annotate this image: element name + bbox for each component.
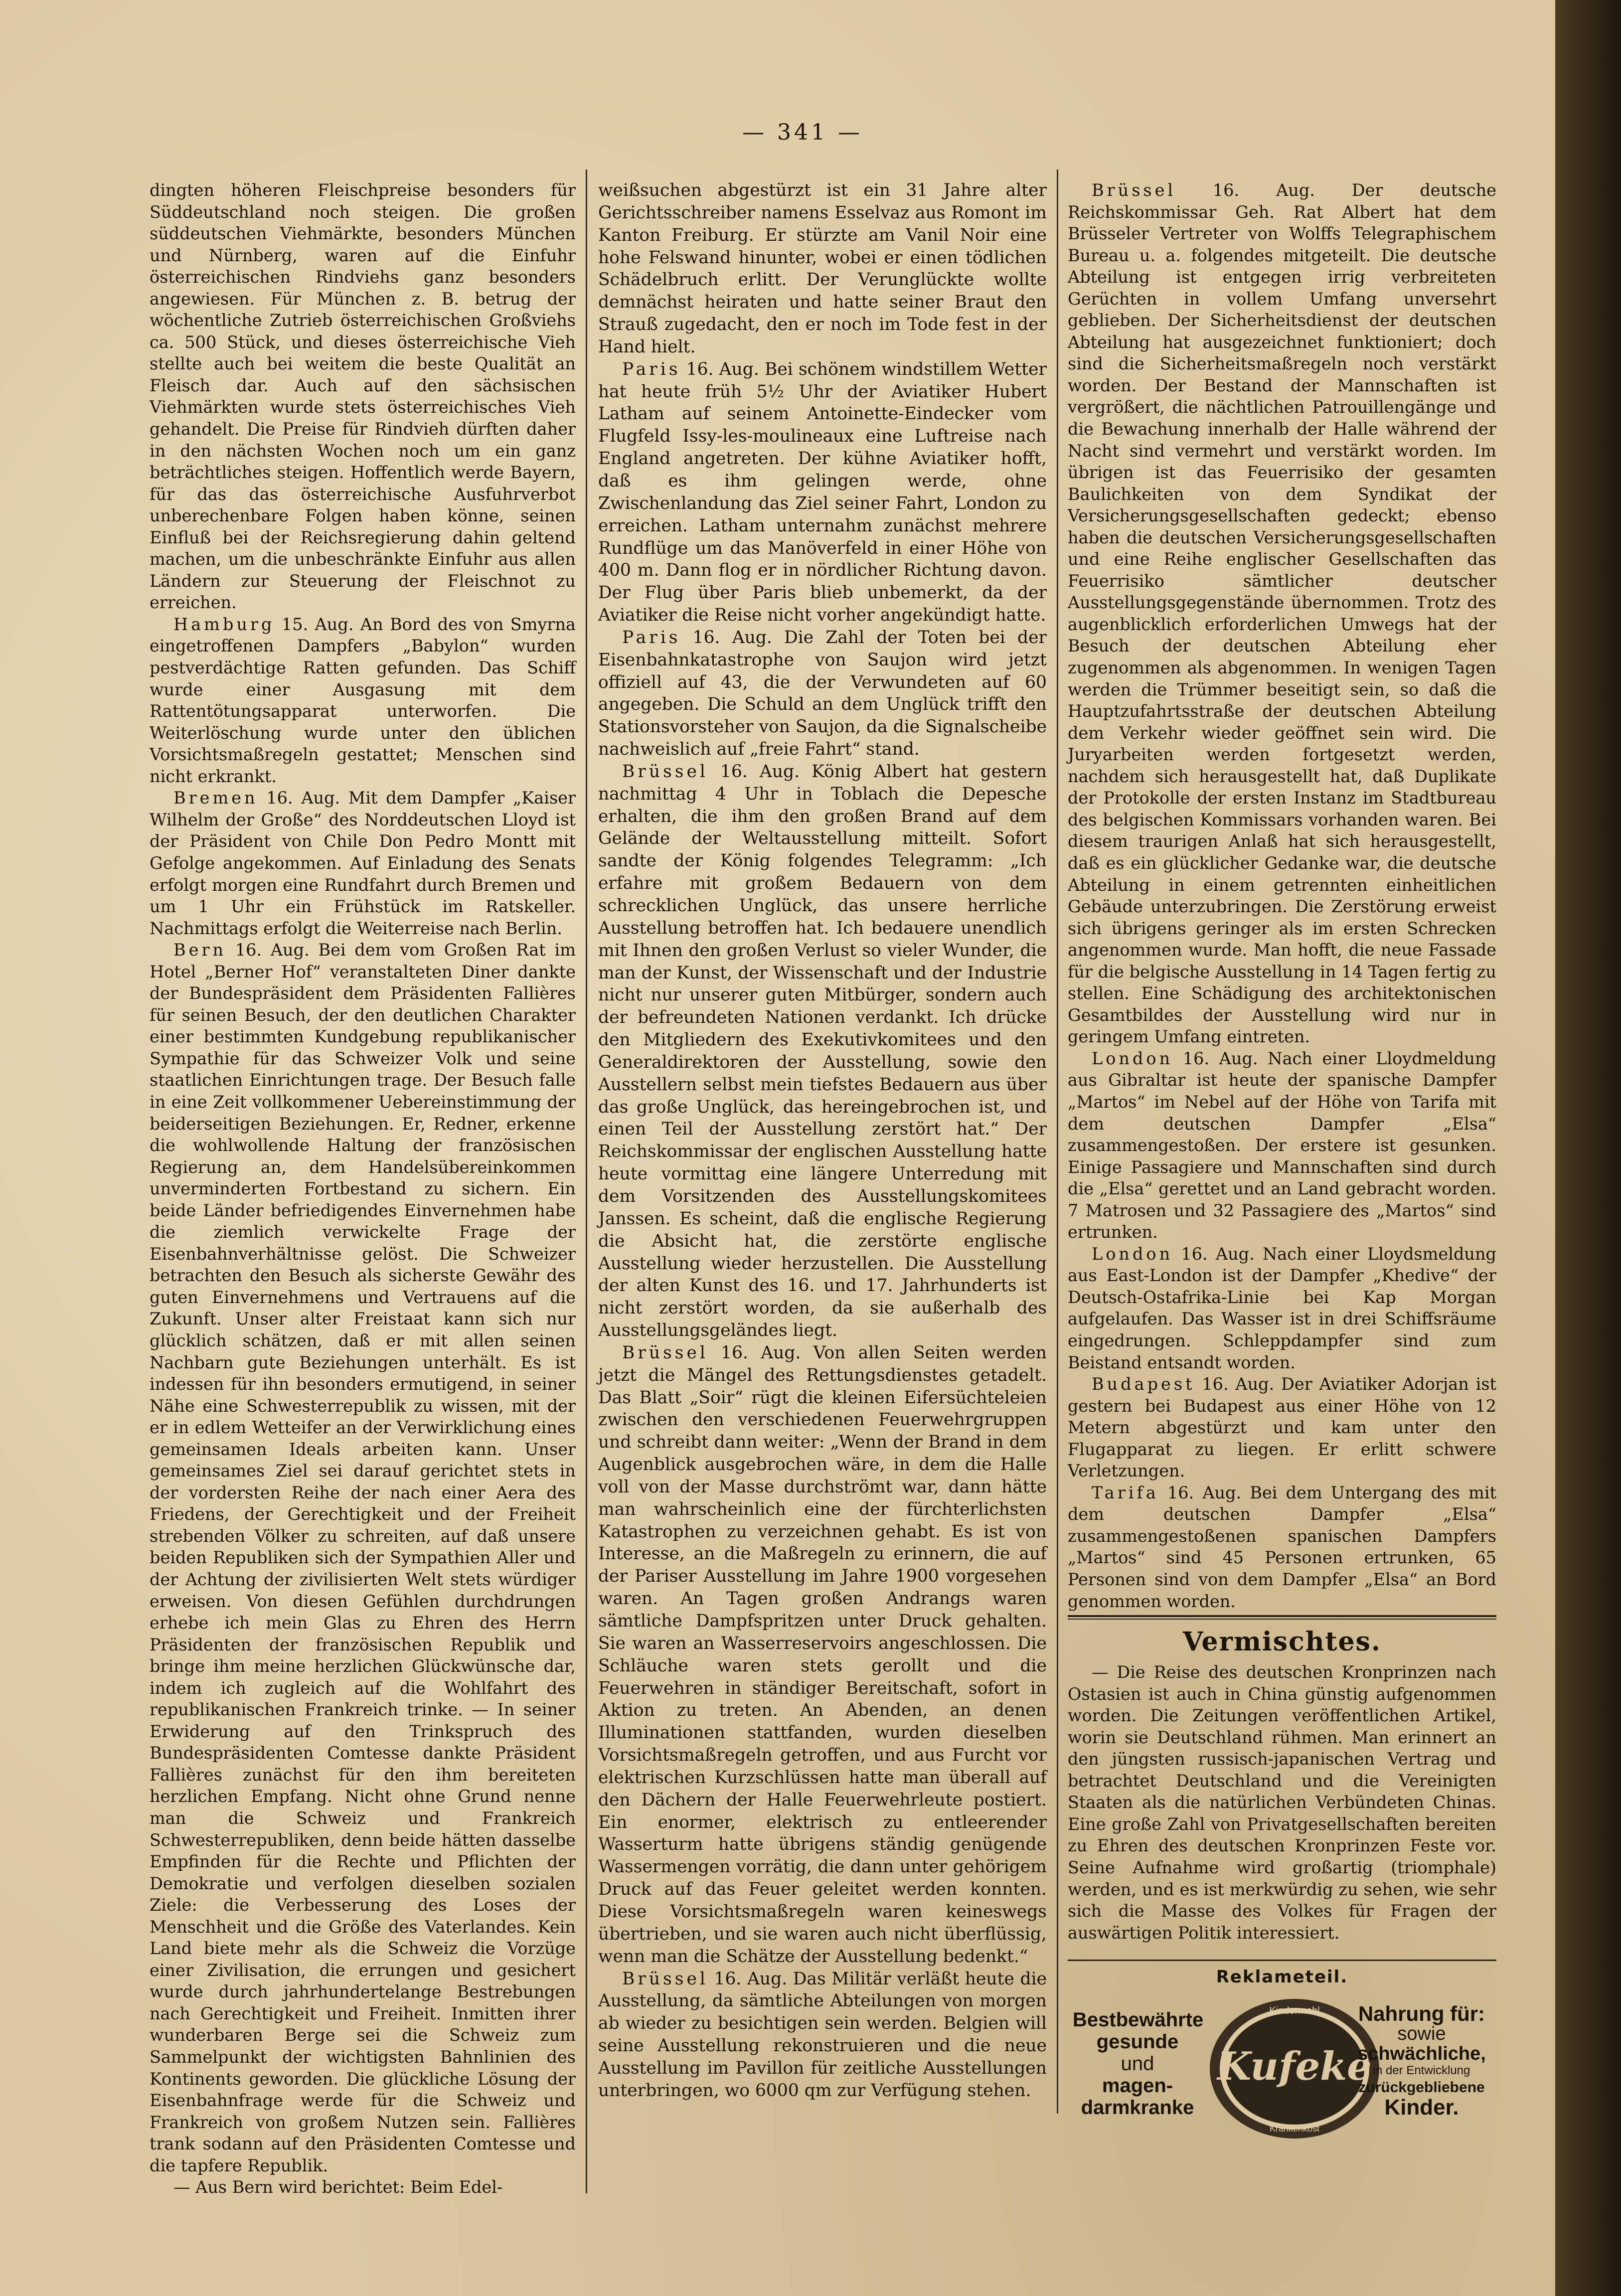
article-paragraph (150, 939, 576, 2176)
article-paragraph (598, 1342, 1047, 1968)
book-spine (1555, 0, 1621, 2296)
article-text: 16. Aug. Von allen Seiten werden jetzt die Mängel des Rettungsdienstes getadelt. Das Blatt „Soir“ rügt die kleinen Eifersüchteleien zwischen den verschiedenen Feuerwehrgruppen und schreibt dann weiter: „Wenn der Brand in dem Augenblick ausgebrochen wäre, in dem die Halle voll von der Masse durchströmt war, dann hätte man wahrscheinlich eine der fürchterlichsten Katastrophen zu verzeichnen gehabt. Es ist von Interesse, an die Maßregeln zu erinnern, die auf der Pariser Ausstellung im Jahre 1900 vorgesehen waren. An Tagen großen Andrangs waren sämtliche Dampfspritzen unter Druck gehalten. Sie waren an Wasserreservoirs angeschlossen. Die Schläuche waren stets gerollt und die Feuerwehren in ständiger Bereitschaft, sofort in Aktion zu treten. An Abenden, an denen Illuminationen stattfanden, wurden dieselben Vorsichtsmaßregeln getroffen, und aus Furcht vor elektrischen Kurzschlüssen hatte man überall auf den Dächern der Halle Feuerwehrleute postiert. Ein enormer, elektrisch zu entleerender Wasserturm hatte übrigens ständig genügende Wassermengen vorrätig, die dann unter gehörigem Druck auf das Feuer geleitet werden konnten. Diese Vorsichtsmaßregeln waren keineswegs übertrieben, und sie waren auch nicht überflüssig, wenn man die Schätze der Ausstellung bedenkt.“ (598, 1342, 1047, 1967)
advert-divider (1068, 1960, 1496, 1961)
advert-right-last: Kinder. (1384, 2095, 1459, 2120)
advertisement (1068, 1954, 1496, 2153)
article-text: 16. Aug. Die Zahl der Toten bei der Eisenbahnkatastrophe von Saujon wird jetzt offiziell auf 43, die der Verwundeten auf 60 angegeben. Die Schuld an dem Unglück trifft den Stationsvorsteher von Saujon, da die Signalscheibe nachweislich auf „freie Fahrt“ stand. (598, 627, 1047, 760)
article-text: 16. Aug. Nach einer Lloydsmeldung aus East-London ist der Dampfer „Khedive“ der Deutsch-Ostafrika-Linie bei Kap Morgan aufgelaufen. Das Wasser ist in drei Schiffsräume eingedrungen. Schleppdampfer sind zum Beistand entsandt worden. (1068, 1244, 1496, 1372)
page-number: — 341 — (742, 120, 863, 145)
article-text: 16. Aug. Bei dem Untergang des mit dem deutschen Dampfer „Elsa“ zusammengestoßenen spanischen Dampfers „Martos“ sind 45 Personen ertrunken, 65 Personen sind von dem Dampfer „Elsa“ an Bord genommen worden. (1068, 1482, 1496, 1611)
dateline-place: Brüssel (622, 1968, 708, 1989)
advert-left-line: magen- (1102, 2075, 1173, 2097)
dateline-place: Budapest (1092, 1374, 1195, 1394)
dateline-place: Tarifa (1092, 1482, 1159, 1502)
article-paragraph (150, 179, 576, 614)
advert-right-text (1347, 2004, 1496, 2118)
advert-left-text (1073, 2009, 1202, 2119)
dateline-place: London (1092, 1048, 1173, 1068)
advert-right-line: schwächliche, (1357, 2043, 1486, 2064)
article-paragraph (598, 761, 1047, 1342)
column-1 (150, 179, 576, 2198)
article-paragraph (1068, 1373, 1496, 1482)
article-paragraph (1068, 1482, 1496, 1612)
dateline-place: Brüssel (1092, 180, 1176, 200)
article-paragraph (150, 787, 576, 939)
article-text: — Aus Bern wird berichtet: Beim Edel- (173, 2177, 503, 2197)
article-text: 16. Aug. Mit dem Dampfer „Kaiser Wilhelm der Große“ des Norddeutschen Lloyd ist der Präsident von Chile Don Pedro Montt mit Gefolge angekommen. Auf Einladung des Senats erfolgt morgen eine Rundfahrt durch Bremen und um 1 Uhr ein Frühstück im Ratskeller. Nachmittags erfolgt die Weiterreise nach Berlin. (150, 788, 576, 938)
article-text: 15. Aug. An Bord des von Smyrna eingetroffenen Dampfers „Babylon“ wurden pestverdächtige Ratten gefunden. Das Schiff wurde einer Ausgasung mit dem Rattentötungsapparat unterworfen. Die Weiterlöschung wurde unter den üblichen Vorsichtsmaßregeln gestattet; Menschen sind nicht erkrankt. (150, 614, 576, 786)
dateline-place: Paris (622, 359, 681, 379)
column-2 (598, 179, 1047, 2102)
brand-name: Kufeke (1217, 2044, 1372, 2089)
article-paragraph (598, 358, 1047, 627)
article-text: 16. Aug. Der Aviatiker Adorjan ist gestern bei Budapest aus einer Höhe von 12 Metern abgestürzt und kam unter den Flugapparat zu liegen. Er erlitt schwere Verletzungen. (1068, 1374, 1496, 1481)
article-paragraph (1068, 179, 1496, 1048)
advert-left-line: darmkranke (1081, 2097, 1194, 2119)
article-paragraph (1068, 1243, 1496, 1373)
article-text: 16. Aug. Das Militär verläßt heute die Ausstellung, da sämtliche Abteilungen von morgen ab wieder zu besichtigen sein werden. Belgien will seine Ausstellung rekonstruieren und die neue Ausstellung im Pavillon für zeitliche Ausstellungen unterbringen, wo 6000 qm zur Verfügung stehen. (598, 1968, 1047, 2101)
article-text: dingten höheren Fleischpreise besonders für Süddeutschland noch steigen. Die großen süddeutschen Viehmärkte, besonders München und Nürnberg, waren auf die Einfuhr österreichischen Rindviehs ganz besonders angewiesen. Für München z. B. betrug der wöchentliche Zutrieb österreichischen Großviehs ca. 500 Stück, und dieses österreichische Vieh stellte auch bei weitem die beste Qualität an Fleisch dar. Auch auf den sächsischen Viehmärkten wurde stets österreichisches Vieh gehandelt. Die Preise für Rindvieh dürften daher in den nächsten Wochen noch um ein ganz beträchtliches steigen. Hoffentlich werde Bayern, für das das österreichische Ausfuhrverbot unberechenbare Folgen haben könne, seinen Einfluß bei der Reichsregierung dahin geltend machen, um die unbeschränkte Einfuhr aus allen Ländern zur Steuerung der Fleischnot zu erreichen. (150, 180, 576, 613)
column-3 (1068, 179, 1496, 1944)
dateline-place: London (1092, 1244, 1173, 1264)
article-text: 16. Aug. Nach einer Lloydmeldung aus Gibraltar ist heute der spanische Dampfer „Martos“ im Nebel auf der Höhe von Tarifa mit dem deutschen Dampfer „Elsa“ zusammengestoßen. Der erstere ist gesunken. Einige Passagiere und Mannschaften sind durch die „Elsa“ gerettet und an Land gebracht worden. 7 Matrosen und 32 Passagiere des „Martos“ sind ertrunken. (1068, 1048, 1496, 1242)
article-paragraph (1068, 1048, 1496, 1243)
advert-section-title: Reklameteil. (1216, 1967, 1348, 1987)
advert-left-line: und (1121, 2053, 1154, 2075)
brand-bottom-label: Krankenkost (1269, 2124, 1320, 2133)
section-heading: Vermischtes. (1182, 1627, 1382, 1657)
article-text: — Die Reise des deutschen Kronprinzen nach Ostasien ist auch in China günstig aufgenommen worden. Die Zeitungen veröffentlichen Artikel, worin sie Deutschland rühmen. Man erinnert an den jüngsten russisch-japanischen Vertrag und betrachtet Deutschland und die Vereinigten Staaten als die natürlichen Verbündeten Chinas. Eine große Zahl von Privatgesellschaften bereiten zu Ehren des deutschen Kronprinzen Feste vor. Seine Aufnahme wird großartig (triomphale) werden, und es ist merkwürdig zu sehen, wie sehr sich die Masse des Volkes für Fragen der auswärtigen Politik interessiert. (1068, 1662, 1496, 1943)
article-paragraph (150, 614, 576, 787)
section-divider (1068, 1615, 1496, 1620)
dateline-place: Bremen (173, 788, 258, 808)
column-rule-left (586, 169, 587, 2193)
dateline-place: Bern (173, 940, 227, 960)
kufeke-advert (1068, 1994, 1496, 2153)
article-paragraph (598, 627, 1047, 761)
article-paragraph (598, 179, 1047, 358)
article-paragraph (150, 2176, 576, 2198)
advert-left-line: gesunde (1096, 2031, 1179, 2053)
advert-left-line: Bestbewährte (1073, 2009, 1204, 2031)
article-text: 16. Aug. Der deutsche Reichskommissar Geh. Rat Albert hat dem Brüsseler Vertreter von Wolffs Telegraphischem Bureau u. a. folgendes mitgeteilt. Die deutsche Abteilung ist entgegen irrig verbreiteten Gerüchten in vollem Umfang unversehrt geblieben. Der Sicherheitsdienst der deutschen Abteilung hat ausgezeichnet funktioniert; doch sind die Sicherheitsmaßregeln noch verstärkt worden. Der Bestand der Mannschaften ist vergrößert, die nächtlichen Patrouillengänge und die Bewachung innerhalb der Halle während der Nacht sind vermehrt und verstärkt worden. Im übrigen ist das Feuerrisiko der gesamten Baulichkeiten von dem Syndikat der Versicherungsgesellschaften gedeckt; ebenso haben die deutschen Versicherungsgesellschaften und eine Reihe englischer Gesellschaften das Feuerrisiko sämtlicher deutscher Ausstellungsgegenstände übernommen. Trotz des augenblicklich erforderlichen Umwegs hat der Besuch der deutschen Abteilung eher zugenommen als abgenommen. In wenigen Tagen werden die Trümmer beseitigt sein, so daß die Hauptzufahrtsstraße der deutschen Abteilung dem Verkehr wieder geöffnet sein wird. Die Juryarbeiten werden fortgesetzt werden, nachdem sich herausgestellt hat, daß Duplikate der Protokolle der ersten Instanz im Stadtbureau des belgischen Kommissars vorhanden waren. Bei diesem traurigen Anlaß hat sich herausgestellt, daß es ein glücklicher Gedanke war, die deutsche Abteilung in einem getrennten einheitlichen Gebäude unterzubringen. Die Zerstörung erweist sich übrigens geringer als im ersten Schrecken angenommen wurde. Man hofft, die neue Fassade für die belgische Ausstellung in 14 Tagen fertig zu stellen. Eine Schädigung des architektonischen Gesamtbildes der Ausstellung wird nur in geringem Umfang eintreten. (1068, 180, 1496, 1047)
article-paragraph (598, 1968, 1047, 2102)
advert-right-heading: Nahrung für: (1358, 2002, 1485, 2025)
dateline-place: Paris (622, 627, 681, 648)
article-text: weißsuchen abgestürzt ist ein 31 Jahre alter Gerichtsschreiber namens Esselvaz aus Romont im Kanton Freiburg. Er stürzte am Vanil Noir eine hohe Felswand hinunter, wobei er einen tödlichen Schädelbruch erlitt. Der Verunglückte wollte demnächst heiraten und hatte seiner Braut den Strauß zugedacht, den er noch im Tode fest in der Hand hielt. (598, 180, 1047, 357)
article-text: 16. Aug. König Albert hat gestern nachmittag 4 Uhr in Toblach die Depesche erhalten, die ihm den großen Brand auf dem Gelände der Weltausstellung mitteilt. Sofort sandte der König folgendes Telegramm: „Ich erfahre mit großem Bedauern von dem schrecklichen Unglück, das unsere herrliche Ausstellung betroffen hat. Ich bedauere unendlich mit Ihnen den großen Verlust so vieler Wunder, die man der Kunst, der Wissenschaft und der Industrie nicht nur unserer guten Mitbürger, sondern auch der befreundeten Nationen verdankt. Ich drücke den Mitgliedern des Exekutivkomitees und den Generaldirektoren der Ausstellung, sowie den Ausstellern selbst mein tiefstes Bedauern aus über das große Unglück, das hereingebrochen ist, und einen Teil der Ausstellung zerstört hat.“ Der Reichskommissar der englischen Ausstellung hatte heute vormittag eine längere Unterredung mit dem Vorsitzenden des Ausstellungskomitees Janssen. Es scheint, daß die englische Regierung die Absicht hat, die zerstörte englische Ausstellung wieder herzustellen. Die Ausstellung der alten Kunst des 16. und 17. Jahrhunderts ist nicht zerstört worden, da sie außerhalb des Ausstellungsgeländes liegt. (598, 761, 1047, 1341)
advert-right-small: in der Entwicklung (1373, 2064, 1470, 2077)
column-rule-right (1057, 169, 1058, 2114)
dateline-place: Brüssel (622, 1342, 708, 1363)
dateline-place: Brüssel (622, 761, 708, 782)
article-paragraph (1068, 1661, 1496, 1944)
brand-top-label: Kindermehl (1269, 2005, 1320, 2016)
advert-right-line: sowie (1397, 2023, 1446, 2044)
dateline-place: Hamburg (173, 614, 275, 634)
advert-right-small: zurückgebliebene (1358, 2079, 1485, 2096)
article-text: 16. Aug. Bei schönem windstillem Wetter hat heute früh 5½ Uhr der Aviatiker Hubert Latham auf seinem Antoinette-Eindecker vom Flugfeld Issy-les-moulineaux eine Luftreise nach England angetreten. Der kühne Aviatiker hofft, daß es ihm gelingen werde, ohne Zwischenlandung das Ziel seiner Fahrt, London zu erreichen. Latham unternahm zunächst mehrere Rundflüge um das Manöverfeld in einer Höhe von 400 m. Dann flog er in nördlicher Richtung davon. Der Flug über Paris blieb unbemerkt, da der Aviatiker die Reise nicht vorher angekündigt hatte. (598, 359, 1047, 626)
article-text: 16. Aug. Bei dem vom Großen Rat im Hotel „Berner Hof“ veranstalteten Diner dankte der Bundespräsident dem Präsidenten Fallières für seinen Besuch, der den deutlichen Charakter einer bestimmten Kundgebung republikanischer Sympathie für das Schweizer Volk und seine staatlichen Einrichtungen trage. Der Besuch falle in eine Zeit vollkommener Uebereinstimmung der beiderseitigen Beziehungen. Er, Redner, erkenne die wohlwollende Haltung der französischen Regierung an, dem Handelsübereinkommen unverminderten Fortbestand zu sichern. Ein beide Länder befriedigendes Einvernehmen habe die ziemlich verwickelte Frage der Eisenbahnverhältnisse gelöst. Die Schweizer betrachten den Besuch als sicherste Gewähr des guten Einvernehmens und Vertrauens auf die Zukunft. Unser alter Freistaat kann sich nur glücklich schätzen, daß er mit allen seinen Nachbarn gute Beziehungen unterhält. Es ist indessen für ihn besonders ermutigend, in seiner Nähe eine Schwesterrepublik zu wissen, mit der er in edlem Wetteifer an der Verwirklichung eines gemeinsamen Ideals arbeiten kann. Unser gemeinsames Ziel sei darauf gerichtet stets in der vordersten Reihe der nach einer Aera des Friedens, der Gerechtigkeit und der Freiheit strebenden Völker zu schreiten, auf daß unsere beiden Republiken sich der Sympathien Aller und der Achtung der zivilisierten Welt stets würdiger erweisen. Von diesen Gefühlen durchdrungen erhebe ich mein Glas zu Ehren des Herrn Präsidenten der französischen Republik und bringe ihm meine herzlichen Glückwünsche dar, indem ich zugleich auf die Wohlfahrt des republikanischen Frankreich trinke. — In seiner Erwiderung auf den Trinkspruch des Bundespräsidenten Comtesse dankte Präsident Fallières zunächst für den ihm bereiteten herzlichen Empfang. Nicht ohne Grund nenne man die Schweiz und Frankreich Schwesterrepubliken, denn beide hätten dasselbe Empfinden für die Rechte und Pflichten der Demokratie und verfolgen dieselben sozialen Ziele: die Verbesserung des Loses der Menschheit und die Größe des Vaterlandes. Kein Land biete mehr als die Schweiz die Vorzüge einer Zivilisation, die errungen und gesichert wurde durch jahrhundertelange Bestrebungen nach Gerechtigkeit und Freiheit. Inmitten ihrer wunderbaren Berge sei die Schweiz zum Sammelpunkt der wichtigsten Bahnlinien des Kontinents geworden. Die glückliche Lösung der Eisenbahnfrage werde für die Schweiz und Frankreich von großem Nutzen sein. Fallières trank sodann auf den Präsidenten Comtesse und die tapfere Republik. (150, 940, 576, 2175)
